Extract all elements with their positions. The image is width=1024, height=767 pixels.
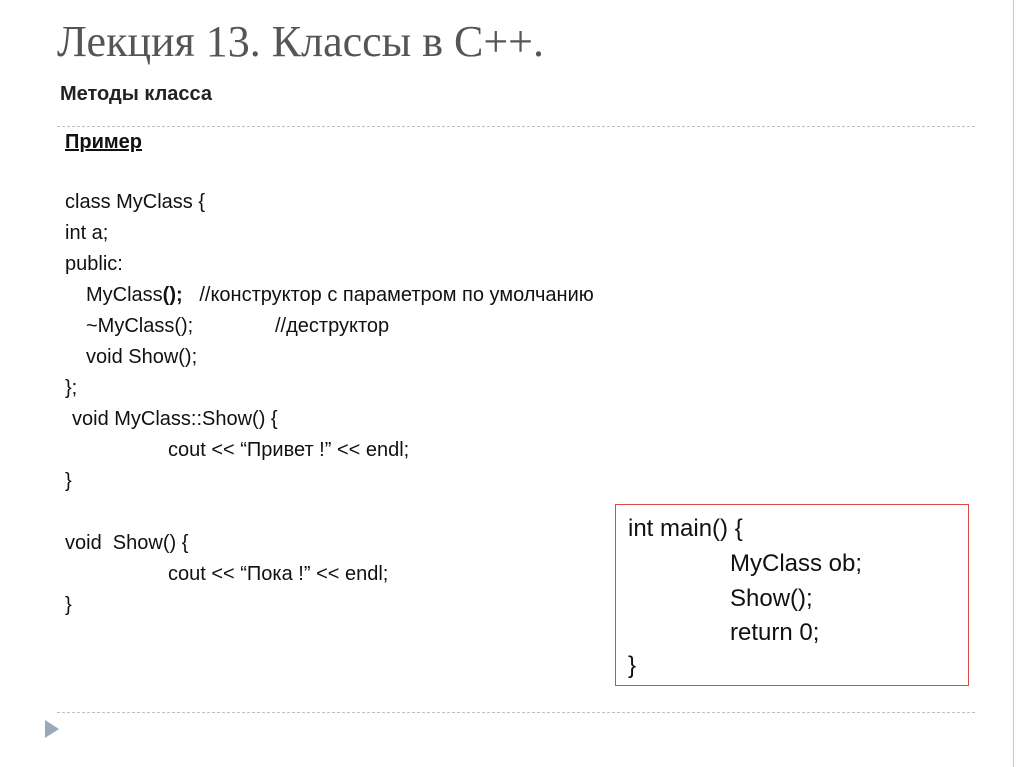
code-line: void MyClass::Show() { xyxy=(72,408,278,430)
code-line: int main() { xyxy=(628,515,743,542)
code-line: cout << “Привет !” << endl; xyxy=(168,439,410,461)
slide-title: Лекция 13. Классы в С++. xyxy=(57,17,544,66)
code-line: } xyxy=(628,652,637,679)
code-line: MyClass ob; xyxy=(730,550,863,577)
code-line: void Show(); xyxy=(86,346,198,368)
code-line: Show(); xyxy=(730,585,813,612)
section-label: Пример xyxy=(65,131,143,153)
code-comment: //конструктор с параметром по умолчанию xyxy=(182,284,594,306)
code-line: return 0; xyxy=(730,619,820,646)
code-line: } xyxy=(65,594,72,616)
code-line xyxy=(86,312,390,340)
code-line: void Show() { xyxy=(65,532,189,554)
code-line: cout << “Пока !” << endl; xyxy=(168,563,389,585)
code-token: ~MyClass(); xyxy=(86,315,194,337)
main-function-box xyxy=(615,504,969,686)
bottom-divider xyxy=(57,712,975,713)
code-token: MyClass xyxy=(86,284,163,306)
code-line: }; xyxy=(65,377,78,399)
code-line: } xyxy=(65,470,72,492)
code-token-bold: (); xyxy=(162,284,183,306)
code-comment: //деструктор xyxy=(275,315,390,337)
slide-subtitle: Методы класса xyxy=(60,83,213,105)
slide-right-border xyxy=(1013,0,1014,767)
top-divider xyxy=(57,126,975,127)
code-line: int a; xyxy=(65,222,109,244)
code-line: class MyClass { xyxy=(65,191,206,213)
triangle-right-icon xyxy=(45,720,59,738)
code-line xyxy=(86,281,594,309)
code-line: public: xyxy=(65,253,123,275)
